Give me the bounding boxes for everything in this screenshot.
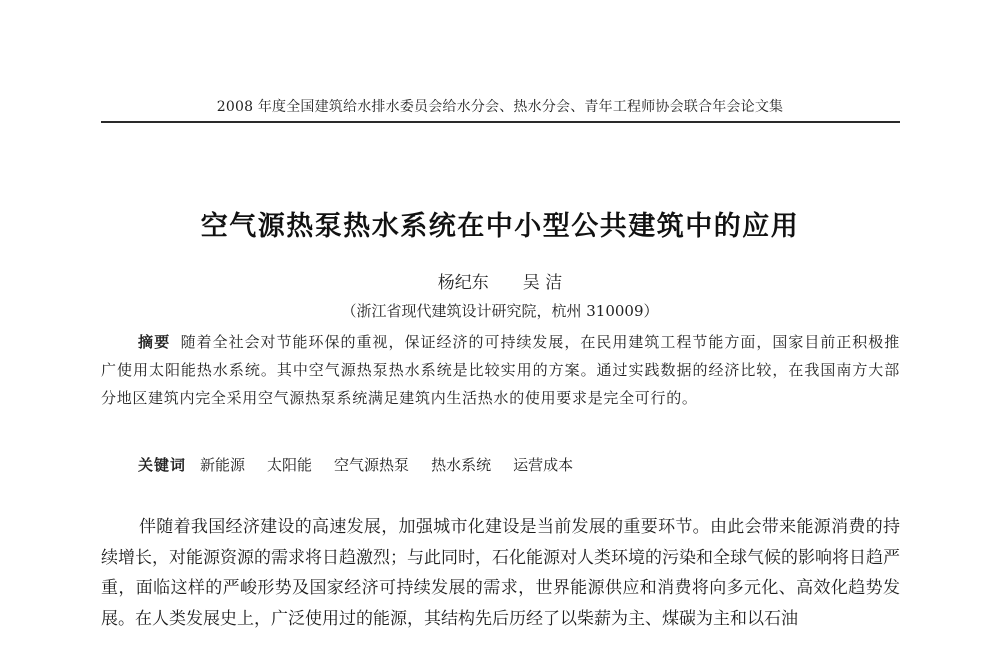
keyword: 太阳能 <box>267 456 313 474</box>
header-rule <box>101 121 900 123</box>
keywords-label: 关键词 <box>138 456 187 474</box>
author-name: 杨纪东 <box>437 273 489 293</box>
body-paragraph: 伴随着我国经济建设的高速发展，加强城市化建设是当前发展的重要环节。由此会带来能源消费的持续增长，对能源资源的需求将日趋激烈；与此同时，石化能源对人类环境的污染和全球气候的影响将日趋严重，面临这样的严峻形势及国家经济可持续发展的需求，世界能源供应和消费将向多元化、高效化趋势发展。在人类发展史上，广泛使用过的能源，其结构先后历经了以柴薪为主、煤碳为主和以石油 <box>101 517 900 629</box>
keywords-line <box>138 454 900 476</box>
abstract-label: 摘要 <box>138 333 171 351</box>
affiliation: （浙江省现代建筑设计研究院，杭州 310009） <box>341 302 659 320</box>
keyword: 热水系统 <box>431 456 492 474</box>
author-line <box>0 268 1000 293</box>
paper-title: 空气源热泵热水系统在中小型公共建筑中的应用 <box>200 211 800 242</box>
abstract-block <box>101 328 900 412</box>
keyword: 新能源 <box>200 456 246 474</box>
abstract-text: 随着全社会对节能环保的重视，保证经济的可持续发展，在民用建筑工程节能方面，国家目前正积极推广使用太阳能热水系统。其中空气源热泵热水系统是比较实用的方案。通过实践数据的经济比较，在我国南方大部分地区建筑内完全采用空气源热泵系统满足建筑内生活热水的使用要求是完全可行的。 <box>101 333 900 407</box>
author-name: 吴 洁 <box>522 273 563 293</box>
keyword: 运营成本 <box>513 456 574 474</box>
running-header: 2008 年度全国建筑给水排水委员会给水分会、热水分会、青年工程师协会联合年会论文集 <box>216 99 784 115</box>
keyword: 空气源热泵 <box>334 456 410 474</box>
